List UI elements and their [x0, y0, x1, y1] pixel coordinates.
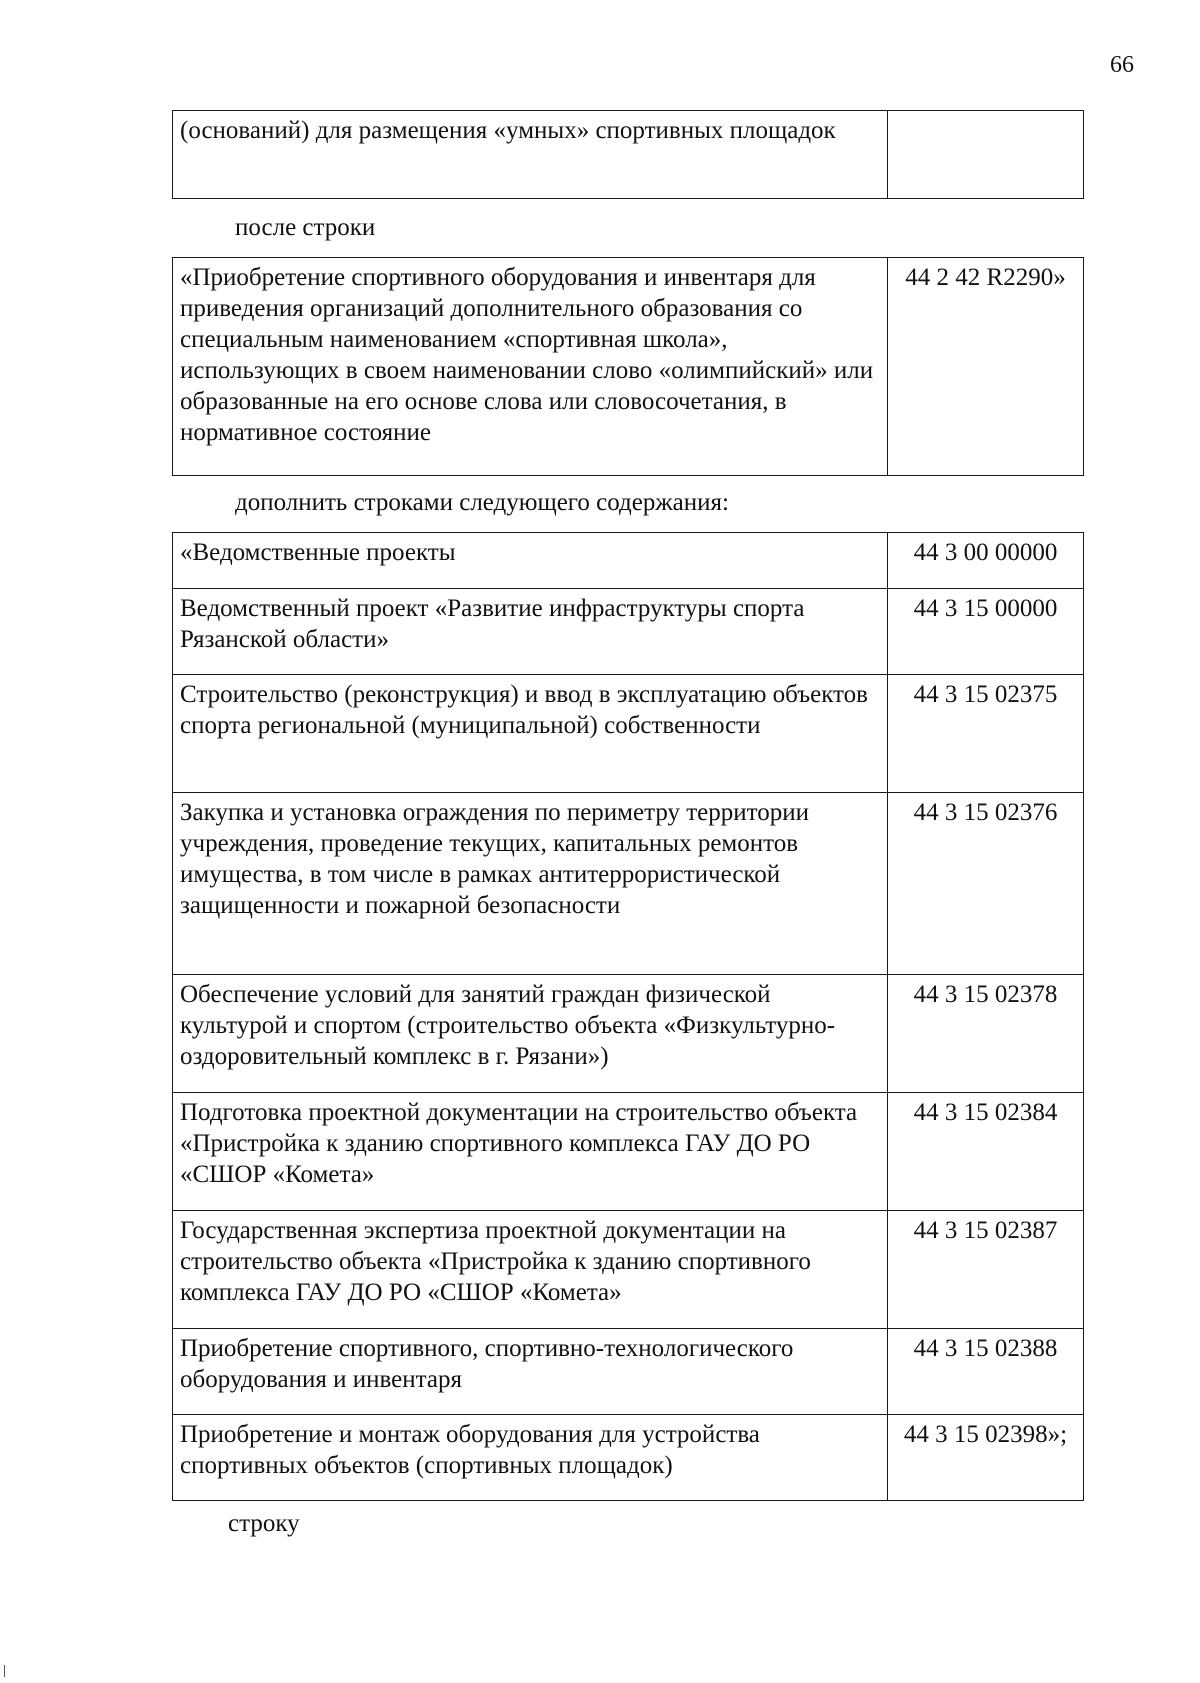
added-rows-table	[172, 532, 1084, 1501]
row-code	[888, 111, 1084, 199]
row-code: 44 3 15 02398»;	[888, 1415, 1084, 1501]
instruction-text: строку	[228, 1510, 300, 1537]
row-description: Приобретение спортивного, спортивно-технологического оборудования и инвентаря	[173, 1329, 888, 1415]
row-code: 44 2 42 R2290»	[888, 258, 1084, 476]
row-description: Закупка и установка ограждения по периметру территории учреждения, проведение текущих, капитальных ремонтов имущества, в том числе в рамках антитеррористической защищенности и пожарной безопасности	[173, 793, 888, 975]
row-code: 44 3 15 02376	[888, 793, 1084, 975]
table-row	[173, 1415, 1084, 1501]
row-code: 44 3 15 02387	[888, 1211, 1084, 1329]
table-row	[173, 675, 1084, 793]
row-code: 44 3 15 02375	[888, 675, 1084, 793]
reference-row-table	[172, 257, 1084, 476]
row-code: 44 3 15 02388	[888, 1329, 1084, 1415]
instruction-text: после строки	[235, 214, 376, 241]
table-row	[173, 589, 1084, 675]
table-row	[173, 533, 1084, 589]
row-description: Обеспечение условий для занятий граждан физической культурой и спортом (строительство объекта «Физкультурно-оздоровительный комплекс в г. Рязани»)	[173, 975, 888, 1093]
scan-artifact-mark	[4, 1665, 5, 1677]
row-description: Государственная экспертиза проектной документации на строительство объекта «Пристройка к зданию спортивного комплекса ГАУ ДО РО «СШОР «Комета»	[173, 1211, 888, 1329]
table-row	[173, 793, 1084, 975]
row-description: «Приобретение спортивного оборудования и инвентаря для приведения организаций дополнительного образования со специальным наименованием «спортивная школа», использующих в своем наименовании слово «олимпийский» или образованные на его основе слова или словосочетания, в нормативное состояние	[173, 258, 888, 476]
instruction-text: дополнить строками следующего содержания:	[235, 489, 729, 516]
row-code: 44 3 15 02384	[888, 1093, 1084, 1211]
table-row	[173, 1211, 1084, 1329]
row-description: (оснований) для размещения «умных» спортивных площадок	[173, 111, 888, 199]
table-row	[173, 1093, 1084, 1211]
table-row	[173, 111, 1084, 199]
row-code: 44 3 15 00000	[888, 589, 1084, 675]
table-row	[173, 1329, 1084, 1415]
row-description: Подготовка проектной документации на строительство объекта «Пристройка к зданию спортивного комплекса ГАУ ДО РО «СШОР «Комета»	[173, 1093, 888, 1211]
row-description: Приобретение и монтаж оборудования для устройства спортивных объектов (спортивных площадок)	[173, 1415, 888, 1501]
page-number: 66	[1110, 52, 1134, 78]
continued-table	[172, 110, 1084, 199]
row-description: Строительство (реконструкция) и ввод в эксплуатацию объектов спорта региональной (муниципальной) собственности	[173, 675, 888, 793]
row-code: 44 3 00 00000	[888, 533, 1084, 589]
row-description: «Ведомственные проекты	[173, 533, 888, 589]
row-code: 44 3 15 02378	[888, 975, 1084, 1093]
table-row	[173, 258, 1084, 476]
table-row	[173, 975, 1084, 1093]
row-description: Ведомственный проект «Развитие инфраструктуры спорта Рязанской области»	[173, 589, 888, 675]
